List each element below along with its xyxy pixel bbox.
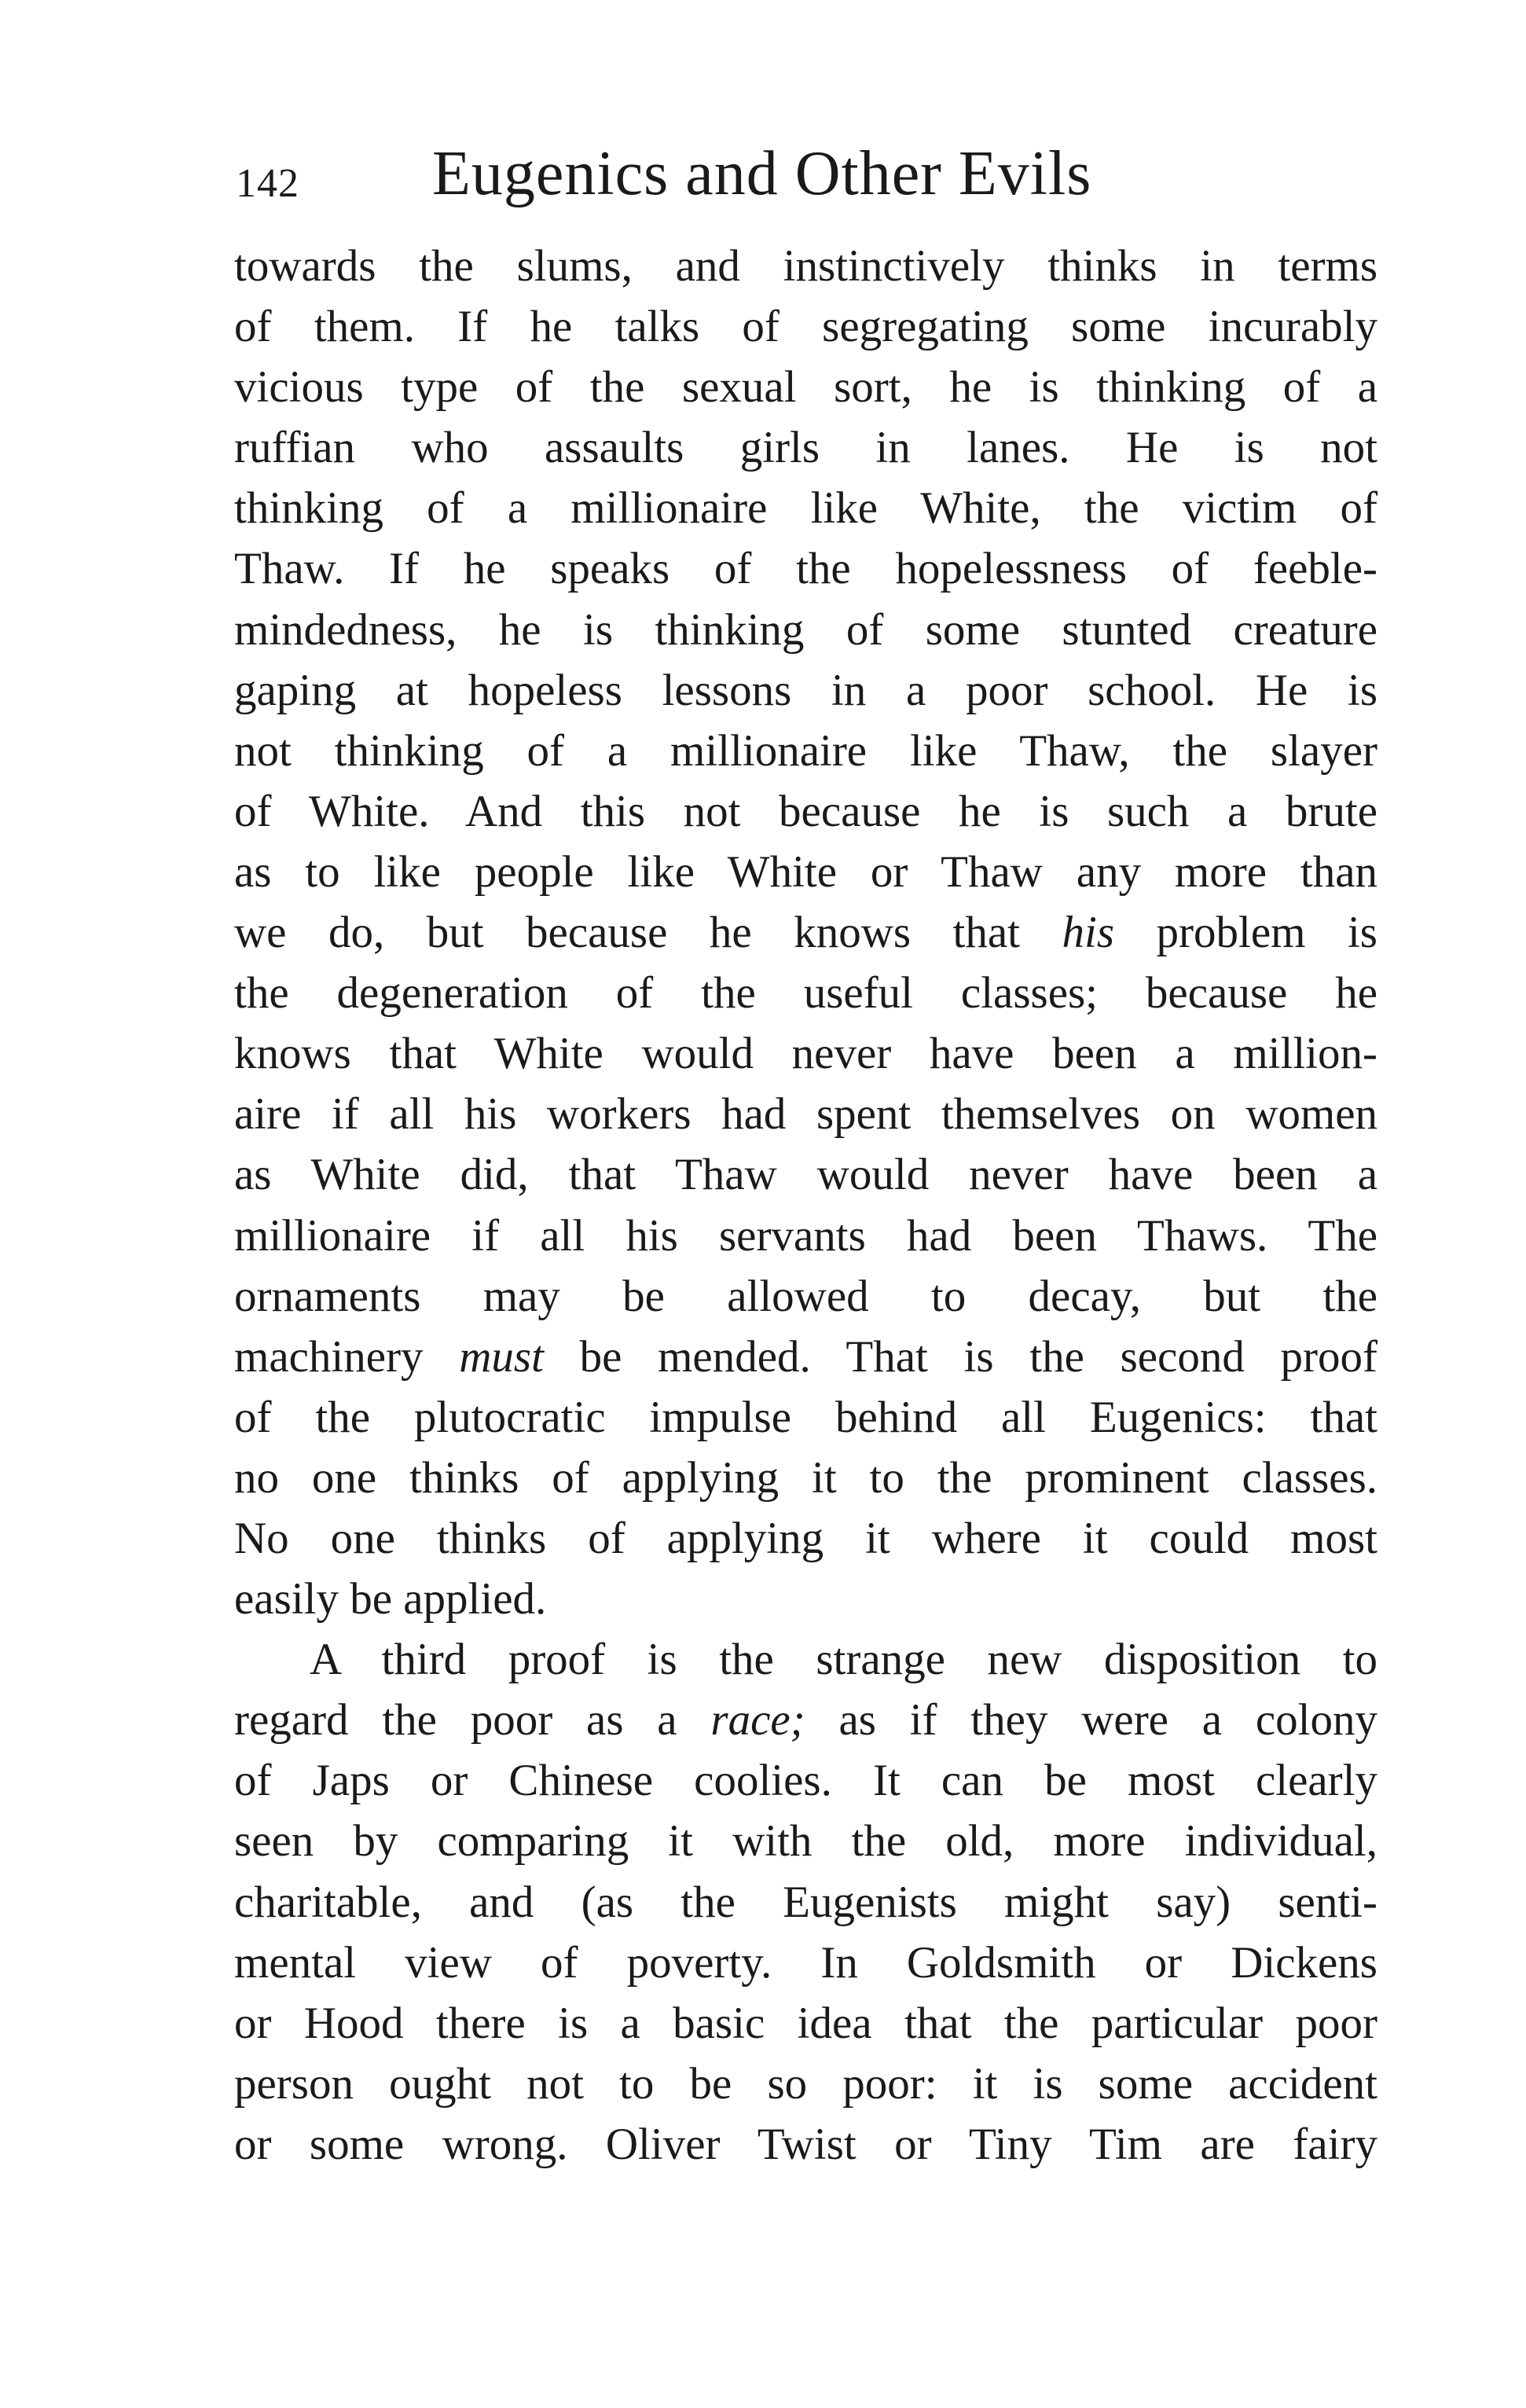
text-segment: the degeneration of the useful classes; because he: [234, 968, 1377, 1019]
page-number: 142: [236, 161, 299, 206]
text-segment: charitable, and (as the Eugenists might say) senti-: [234, 1877, 1377, 1927]
text-segment: as to like people like White or Thaw any more than: [234, 846, 1377, 897]
text-segment: as White did, that Thaw would never have been a: [234, 1150, 1377, 1200]
text-segment: of the plutocratic impulse behind all Eugenics: that: [234, 1392, 1377, 1442]
text-segment: ornaments may be allowed to decay, but the: [234, 1271, 1377, 1321]
text-segment: problem is: [1114, 908, 1377, 958]
text-segment: aire if all his workers had spent themselves on women: [234, 1089, 1377, 1140]
text-segment: person ought not to be so poor: it is some accident: [234, 2058, 1377, 2109]
text-line: [234, 1811, 1377, 1871]
text-segment: ruffian who assaults girls in lanes. He is not: [234, 423, 1377, 473]
text-line: [234, 1629, 1377, 1690]
text-line: [234, 1023, 1377, 1084]
text-line: [234, 417, 1377, 478]
text-segment: or Hood there is a basic idea that the particular poor: [234, 1998, 1377, 2048]
text-segment: millionaire if all his servants had been Thaws. The: [234, 1210, 1377, 1261]
text-segment: gaping at hopeless lessons in a poor school. He is: [234, 665, 1377, 715]
text-segment: mental view of poverty. In Goldsmith or Dickens: [234, 1937, 1377, 1988]
text-line: [234, 721, 1377, 781]
text-segment: seen by comparing it with the old, more individual,: [234, 1816, 1377, 1867]
text-segment: regard the poor as a: [234, 1695, 711, 1745]
text-segment: as if they were a colony: [805, 1695, 1377, 1745]
text-line: [234, 781, 1377, 842]
text-segment: Thaw. If he speaks of the hopelessness of feeble-: [234, 544, 1377, 594]
running-title: Eugenics and Other Evils: [432, 139, 1092, 208]
text-segment: we do, but because he knows that: [234, 908, 1062, 958]
italic-emphasis: his: [1062, 908, 1115, 958]
text-segment: towards the slums, and instinctively thinks in terms: [234, 241, 1377, 291]
text-line: [234, 902, 1377, 963]
italic-emphasis: must: [459, 1331, 544, 1382]
text-line: [234, 2114, 1377, 2175]
text-line: [234, 1690, 1377, 1750]
text-segment: of them. If he talks of segregating some incurably: [234, 302, 1377, 352]
text-line: [234, 1144, 1377, 1205]
text-line: [234, 660, 1377, 721]
text-segment: be mended. That is the second proof: [543, 1331, 1377, 1382]
text-line: [234, 1266, 1377, 1327]
text-line: [234, 357, 1377, 417]
text-line: [234, 1750, 1377, 1811]
text-segment: thinking of a millionaire like White, the victim of: [234, 483, 1377, 534]
text-segment: or some wrong. Oliver Twist or Tiny Tim are fairy: [234, 2119, 1377, 2169]
text-segment: easily be applied.: [234, 1574, 547, 1624]
text-line: [234, 236, 1377, 296]
text-line: [234, 1084, 1377, 1144]
text-segment: machinery: [234, 1331, 460, 1382]
text-segment: no one thinks of applying it to the prominent classes.: [234, 1452, 1377, 1503]
text-line: [234, 1448, 1377, 1508]
text-line: [234, 600, 1377, 660]
text-line: [234, 1206, 1377, 1266]
text-line: [234, 1569, 1377, 1629]
text-segment: of White. And this not because he is such a brute: [234, 786, 1377, 836]
text-line: [234, 1387, 1377, 1448]
text-line: [234, 2054, 1377, 2114]
text-line: [234, 1508, 1377, 1569]
text-line: [234, 1933, 1377, 1993]
page-header: [236, 138, 1383, 225]
text-segment: mindedness, he is thinking of some stunted creature: [234, 604, 1377, 655]
text-line: [234, 1327, 1377, 1387]
text-line: [234, 478, 1377, 538]
text-line: [234, 1993, 1377, 2054]
text-line: [234, 538, 1377, 599]
text-segment: not thinking of a millionaire like Thaw, the slayer: [234, 725, 1377, 776]
text-segment: A third proof is the strange new disposition to: [310, 1635, 1377, 1685]
text-segment: No one thinks of applying it where it could most: [234, 1513, 1377, 1563]
text-segment: of Japs or Chinese coolies. It can be most clearly: [234, 1756, 1377, 1806]
text-line: [234, 842, 1377, 902]
text-segment: knows that White would never have been a million-: [234, 1029, 1377, 1079]
italic-emphasis: race;: [710, 1695, 805, 1745]
text-line: [234, 1872, 1377, 1933]
body-text: [234, 236, 1377, 2175]
text-line: [234, 963, 1377, 1023]
text-line: [234, 296, 1377, 357]
text-segment: vicious type of the sexual sort, he is thinking of a: [234, 362, 1377, 413]
